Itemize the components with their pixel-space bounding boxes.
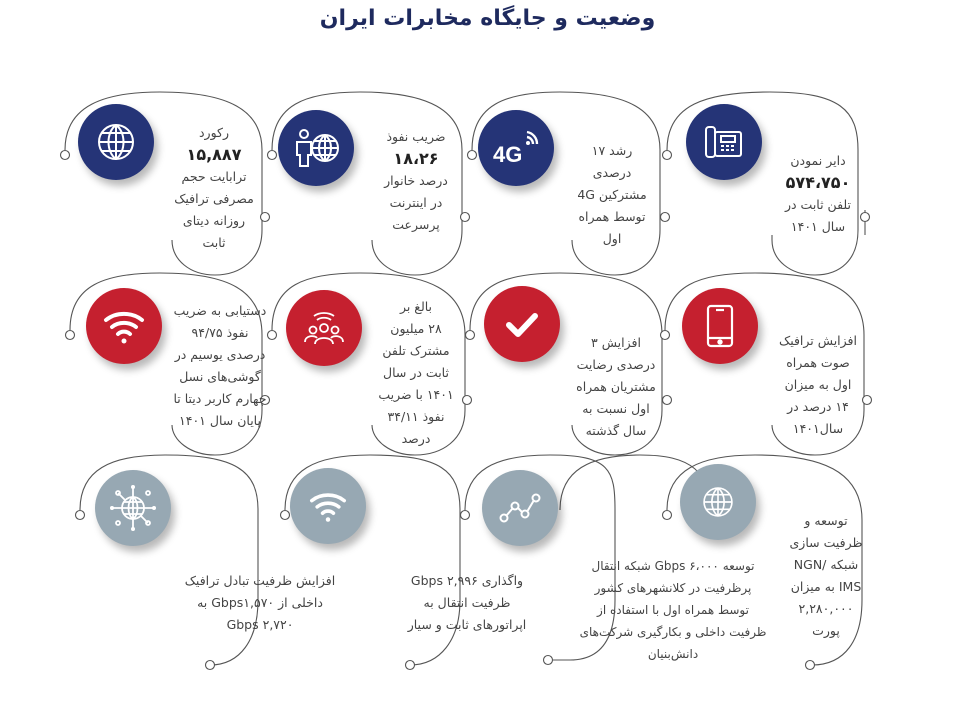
row1-item2-text (567, 140, 657, 250)
stat-value: ۵۷۴،۷۵۰ (785, 173, 851, 192)
checkmark-icon (502, 304, 542, 344)
stat-value: نفوذ ۹۴/۷۵ (191, 325, 249, 340)
text-line: دانش‌بنیان (647, 647, 699, 661)
text-line: در اینترنت (389, 195, 443, 210)
text-line: سال گذشته (585, 423, 647, 438)
group-broadcast-icon (301, 308, 347, 348)
text-line: IMS به میزان (790, 579, 862, 594)
stat-value: ۲,۲۸۰,۰۰۰ (798, 601, 854, 616)
text-line: ظرفیت انتقال به (423, 595, 511, 610)
text-line: افزایش ظرفیت تبادل ترافیک (184, 573, 336, 588)
row1-item1-circle (686, 104, 762, 180)
stat-value: ۲۸ میلیون (390, 321, 442, 336)
text-line: افزایش ترافیک (779, 333, 857, 348)
wifi-icon (307, 488, 349, 524)
row2-item4-text (170, 300, 270, 432)
page-title: وضعیت و جایگاه مخابرات ایران (319, 6, 656, 31)
text-line: مشتریان همراه (576, 379, 656, 394)
row2-item4-circle (86, 288, 162, 364)
stat-value: ۱۸،۲۶ (393, 149, 439, 168)
text-line: ظرفیت سازی (789, 535, 863, 550)
text-line: تلفن ثابت در (784, 197, 852, 212)
text-line: اول (602, 231, 622, 246)
text-line: ثابت در سال (383, 365, 449, 380)
row2-item3-text (370, 296, 462, 450)
row3-item1-text (776, 510, 876, 642)
text-line: اپراتورهای ثابت و سیار (407, 617, 527, 632)
text-line: پایان سال ۱۴۰۱ (179, 413, 261, 428)
text-line: توسط همراه (578, 209, 646, 224)
line-graph-icon (499, 492, 541, 524)
text-line: بالغ بر (399, 299, 433, 314)
4g-signal-icon (491, 128, 541, 168)
text-line: اول به میزان (784, 377, 852, 392)
text-line: گوشی‌های نسل (179, 369, 261, 384)
text-line: درصد خانوار (384, 173, 448, 188)
text-line: شبکه /NGN (793, 557, 859, 572)
stat-value: واگذاری ۲,۹۹۶ Gbps (410, 573, 524, 588)
row3-item1-circle (680, 464, 756, 540)
row2-item2-circle (484, 286, 560, 362)
person-globe-icon (293, 125, 339, 171)
text-line: مشترک تلفن (382, 343, 450, 358)
text-line: درصد (401, 431, 431, 446)
text-line: درصدی (592, 165, 632, 180)
text-line: درصدی یوسیم در (174, 347, 266, 362)
text-line: ترابایت حجم (181, 169, 247, 184)
text-line: نفوذ ۳۴/۱۱ (387, 409, 445, 424)
text-line: صوت همراه (786, 355, 850, 370)
text-line: دستیابی به ضریب (173, 303, 267, 318)
row2-item1-circle (682, 288, 758, 364)
row1-item3-circle (278, 110, 354, 186)
text-line: اول نسبت به (582, 401, 650, 416)
row3-item4-circle (95, 470, 171, 546)
smartphone-icon (705, 304, 735, 348)
wifi-icon (102, 306, 146, 346)
text-line: ضریب نفوذ (386, 129, 446, 144)
text-line: دایر نمودن (790, 153, 846, 168)
globe-network-icon (108, 483, 158, 533)
row1-item3-text (370, 126, 462, 236)
row1-item4-text (168, 122, 260, 254)
row2-item1-text (768, 330, 868, 440)
text-line: درصدی رضایت (576, 357, 656, 372)
row3-item3-text (392, 570, 542, 636)
text-line: چهارم کاربر دیتا تا (173, 391, 267, 406)
stat-value: ۱۵,۸۸۷ (186, 145, 242, 164)
text-line: مصرفی ترافیک (174, 191, 254, 206)
globe-icon (700, 484, 736, 520)
stat-value: افزایش ۳ (591, 335, 641, 350)
stat-value: توسعه ۶،۰۰۰ Gbps شبکه انتقال (591, 559, 755, 573)
text-line: پرظرفیت در کلانشهرهای کشور (594, 581, 752, 595)
row3-item4-text (180, 570, 340, 636)
text-line: داخلی از Gbps۱,۵۷۰ به (197, 595, 323, 610)
text-line: رکورد (198, 125, 230, 140)
row3-item3-circle (290, 468, 366, 544)
text-line: ثابت (202, 235, 226, 250)
text-line: روزانه دیتای (182, 213, 246, 228)
row2-item2-text (568, 332, 664, 442)
text-line: پورت (812, 623, 840, 638)
row1-item2-circle (478, 110, 554, 186)
text-line: توسعه و (804, 513, 848, 528)
text-line: سال ۱۴۰۱ (790, 219, 846, 234)
row3-item2-circle (482, 470, 558, 546)
text-line: سال۱۴۰۱ (792, 421, 844, 436)
text-line: ۱۴۰۱ با ضریب (378, 387, 454, 402)
row2-item3-circle (286, 290, 362, 366)
text-line: ظرفیت داخلی و بکارگیری شرکت‌های (579, 625, 767, 639)
row3-item2-text (568, 555, 778, 665)
text-line: Gbps ۲,۷۲۰ (226, 617, 294, 632)
row1-item1-text (770, 150, 866, 238)
svg-text:4G: 4G (493, 142, 523, 167)
row1-item4-circle (78, 104, 154, 180)
stat-value: رشد ۱۷ (591, 143, 633, 158)
globe-icon (94, 120, 138, 164)
stat-value: ۱۴ درصد در (787, 399, 849, 414)
text-line: پرسرعت (392, 217, 440, 232)
text-line: توسط همراه اول با استفاده از (597, 603, 749, 617)
text-line: مشترکین 4G (577, 187, 647, 202)
desk-phone-icon (701, 119, 747, 165)
